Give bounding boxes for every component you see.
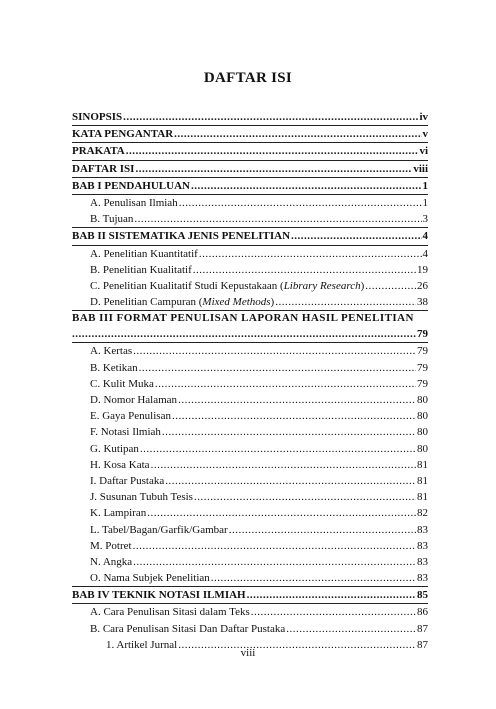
toc-label: M. Potret: [90, 539, 132, 552]
toc-label: B. Tujuan: [90, 213, 134, 226]
toc-item[interactable]: [72, 604, 428, 620]
toc-label: E. Gaya Penulisan: [90, 410, 171, 423]
toc-chapter-bab2[interactable]: [72, 228, 428, 245]
toc-item[interactable]: [72, 376, 428, 392]
dot-leader: [165, 473, 416, 489]
toc-item[interactable]: [72, 278, 428, 294]
toc-label-italic: Mixed Methods: [202, 296, 271, 309]
dot-leader: [174, 126, 421, 142]
toc-page: 4: [422, 247, 428, 260]
toc-label-text: C. Penelitian Kualitatif Studi Kepustakaan (: [90, 279, 284, 292]
toc-page: 19: [417, 263, 428, 276]
dot-leader: [140, 441, 416, 457]
toc-entry-prakata[interactable]: [72, 143, 428, 160]
toc-page: 81: [417, 491, 428, 504]
dot-leader: [291, 228, 421, 244]
toc-item[interactable]: [72, 343, 428, 359]
toc-label: B. Penelitian Kualitatif: [90, 263, 192, 276]
toc-item[interactable]: [72, 408, 428, 424]
dot-leader: [247, 587, 416, 603]
toc-label: A. Kertas: [90, 345, 133, 358]
toc-item[interactable]: [72, 457, 428, 473]
dot-leader: [199, 246, 422, 262]
toc-page: 82: [417, 507, 428, 520]
dot-leader: [191, 178, 422, 194]
toc-label: PRAKATA: [72, 145, 125, 158]
dot-leader: [172, 408, 416, 424]
dot-leader: [178, 392, 416, 408]
toc-item[interactable]: [72, 424, 428, 440]
toc-label-text: ): [270, 296, 275, 309]
dot-leader: [365, 278, 416, 294]
toc-label: BAB I PENDAHULUAN: [72, 179, 190, 192]
toc-item[interactable]: [72, 211, 428, 228]
toc-page: 85: [417, 589, 428, 602]
toc-label-text: D. Penelitian Campuran (: [90, 296, 203, 309]
dot-leader: [155, 376, 416, 392]
dot-leader: [162, 424, 416, 440]
toc-label: N. Angka: [90, 555, 133, 568]
table-of-contents: [72, 109, 428, 653]
toc-item[interactable]: [72, 505, 428, 521]
dot-leader: [133, 343, 416, 359]
dot-leader: [126, 143, 419, 159]
toc-page: 80: [417, 410, 428, 423]
toc-label: KATA PENGANTAR: [72, 128, 174, 141]
toc-label: H. Kosa Kata: [90, 458, 150, 471]
toc-item[interactable]: [72, 621, 428, 637]
toc-page: 83: [417, 572, 428, 585]
toc-page: viii: [413, 162, 428, 175]
toc-page: 79: [417, 361, 428, 374]
toc-chapter-bab4[interactable]: [72, 587, 428, 604]
dot-leader: [151, 457, 416, 473]
toc-label-italic: Library Research: [283, 279, 361, 292]
dot-leader: [286, 621, 416, 637]
toc-page: 79: [417, 328, 428, 341]
toc-page: 81: [417, 458, 428, 471]
toc-label: BAB IV TEKNIK NOTASI ILMIAH: [72, 589, 246, 602]
dot-leader: [211, 570, 416, 586]
toc-page: 86: [417, 606, 428, 619]
toc-page: 83: [417, 555, 428, 568]
dot-leader: [134, 211, 421, 227]
dot-leader: [147, 505, 416, 521]
toc-item[interactable]: [72, 489, 428, 505]
dot-leader: [135, 161, 412, 177]
toc-item[interactable]: [72, 522, 428, 538]
toc-page: v: [422, 128, 428, 141]
dot-leader: [275, 294, 416, 310]
toc-label: F. Notasi Ilmiah: [90, 426, 161, 439]
dot-leader: [72, 326, 416, 342]
toc-entry-kata-pengantar[interactable]: [72, 126, 428, 143]
toc-chapter-bab3[interactable]: [72, 311, 428, 326]
toc-page: 38: [417, 296, 428, 309]
toc-entry-daftar-isi[interactable]: [72, 161, 428, 178]
toc-item[interactable]: [72, 195, 428, 211]
toc-label: G. Kutipan: [90, 442, 139, 455]
toc-label: O. Nama Subjek Penelitian: [90, 572, 210, 585]
toc-item[interactable]: [72, 294, 428, 311]
toc-page: 80: [417, 426, 428, 439]
dot-leader: [139, 360, 416, 376]
toc-label: D. Nomor Halaman: [90, 394, 178, 406]
toc-page: 79: [417, 345, 428, 358]
toc-page: 1: [422, 196, 428, 209]
dot-leader: [179, 195, 422, 211]
dot-leader: [251, 604, 416, 620]
toc-label: DAFTAR ISI: [72, 162, 135, 175]
toc-label: [90, 294, 274, 310]
toc-label: K. Lampiran: [90, 507, 147, 520]
toc-label: J. Susunan Tubuh Tesis: [90, 491, 193, 504]
toc-label-text: ): [360, 279, 365, 292]
toc-page: 81: [417, 474, 428, 487]
dot-leader: [123, 109, 418, 125]
page-title: DAFTAR ISI: [203, 70, 293, 86]
dot-leader: [133, 554, 416, 570]
toc-page: 87: [417, 622, 428, 635]
toc-label: SINOPSIS: [72, 111, 123, 123]
toc-item[interactable]: [72, 554, 428, 570]
toc-label: [90, 278, 364, 294]
toc-item[interactable]: [72, 360, 428, 376]
toc-label: A. Penelitian Kuantitatif: [90, 247, 198, 260]
toc-page: 83: [417, 523, 428, 536]
toc-page: iv: [419, 111, 428, 123]
toc-item[interactable]: [72, 538, 428, 554]
toc-label: C. Kulit Muka: [90, 377, 154, 390]
toc-label: BAB III FORMAT PENULISAN LAPORAN HASIL PENELITIAN: [72, 312, 414, 325]
toc-page: vi: [419, 145, 428, 158]
dot-leader: [133, 538, 416, 554]
page-number: viii: [240, 647, 256, 659]
dot-leader: [193, 262, 416, 278]
toc-label: A. Penulisan Ilmiah: [90, 196, 178, 209]
toc-label: L. Tabel/Bagan/Garfik/Gambar: [90, 523, 228, 536]
toc-chapter-bab3-leader[interactable]: [72, 326, 428, 343]
toc-label: 1. Artikel Jurnal: [106, 638, 178, 651]
toc-item[interactable]: [72, 441, 428, 457]
toc-page: 80: [417, 394, 428, 406]
toc-page: 26: [417, 279, 428, 292]
toc-page: 79: [417, 377, 428, 390]
toc-entry-sinopsis[interactable]: [72, 109, 428, 126]
toc-label: I. Daftar Pustaka: [90, 474, 165, 487]
toc-item[interactable]: [72, 570, 428, 587]
toc-item[interactable]: [72, 473, 428, 489]
dot-leader: [194, 489, 416, 505]
toc-item[interactable]: [72, 392, 428, 408]
dot-leader: [229, 522, 416, 538]
toc-chapter-bab1[interactable]: [72, 178, 428, 195]
toc-page: 1: [422, 179, 428, 192]
toc-page: 3: [422, 213, 428, 226]
toc-page: 4: [422, 230, 428, 243]
toc-label: A. Cara Penulisan Sitasi dalam Teks: [90, 606, 250, 619]
toc-page: 83: [417, 539, 428, 552]
toc-label: B. Cara Penulisan Sitasi Dan Daftar Pustaka: [90, 622, 286, 635]
toc-item[interactable]: [72, 262, 428, 278]
toc-label: B. Ketikan: [90, 361, 138, 374]
toc-page: 87: [417, 638, 428, 651]
toc-item[interactable]: [72, 246, 428, 262]
toc-label: BAB II SISTEMATIKA JENIS PENELITIAN: [72, 230, 291, 243]
toc-page: 80: [417, 442, 428, 455]
